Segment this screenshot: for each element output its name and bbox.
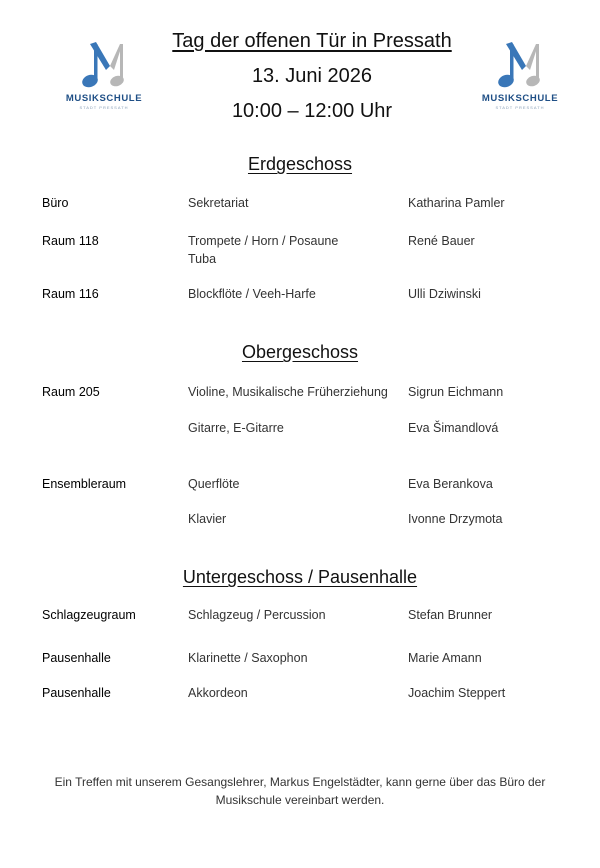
subject-label: Klavier — [188, 512, 227, 526]
subject-label: Violine, Musikalische Früherziehung — [188, 385, 388, 399]
page-title: Tag der offenen Tür in Pressath — [172, 30, 452, 52]
footer-line-2: Musikschule vereinbart werden. — [215, 793, 385, 807]
subject-label: Sekretariat — [188, 196, 249, 210]
teacher-name: Katharina Pamler — [408, 196, 505, 210]
footer-line-1: Ein Treffen mit unserem Gesangslehrer, Markus Engelstädter, kann gerne über das Büro der — [54, 775, 546, 789]
teacher-name: Ulli Dziwinski — [408, 287, 481, 301]
event-date: 13. Juni 2026 — [251, 65, 373, 87]
logo-tagline: STADT PRESSATH — [79, 105, 129, 110]
logo-text: MUSIKSCHULE — [65, 93, 143, 104]
section-title-erdgeschoss: Erdgeschoss — [247, 154, 353, 174]
teacher-name: René Bauer — [408, 234, 475, 248]
event-time: 10:00 – 12:00 Uhr — [231, 100, 393, 122]
subject-label: Querflöte — [188, 477, 240, 491]
teacher-name: Ivonne Drzymota — [408, 512, 503, 526]
subject-label: Trompete / Horn / Posaune — [188, 234, 339, 248]
music-note-logo-icon — [492, 40, 548, 92]
section-title-untergeschoss: Untergeschoss / Pausenhalle — [182, 567, 418, 587]
room-label: Büro — [42, 196, 69, 210]
subject-label: Akkordeon — [188, 686, 248, 700]
room-label: Ensembleraum — [42, 477, 127, 491]
teacher-name: Sigrun Eichmann — [408, 385, 504, 399]
logo-left — [58, 40, 150, 110]
logo-right — [474, 40, 566, 110]
subject-label: Klarinette / Saxophon — [188, 651, 308, 665]
room-label: Raum 205 — [42, 385, 100, 399]
logo-text: MUSIKSCHULE — [481, 93, 559, 104]
music-note-logo-icon — [76, 40, 132, 92]
room-label: Pausenhalle — [42, 651, 111, 665]
subject-label: Gitarre, E-Gitarre — [188, 421, 284, 435]
teacher-name: Marie Amann — [408, 651, 482, 665]
room-label: Pausenhalle — [42, 686, 111, 700]
subject-label-line2: Tuba — [188, 252, 217, 266]
header — [150, 28, 474, 124]
subject-label: Schlagzeug / Percussion — [188, 608, 326, 622]
room-label: Raum 118 — [42, 234, 99, 248]
teacher-name: Stefan Brunner — [408, 608, 493, 622]
footer-note — [20, 773, 580, 809]
room-label: Schlagzeugraum — [42, 608, 136, 622]
room-label: Raum 116 — [42, 287, 99, 301]
section-title-obergeschoss: Obergeschoss — [241, 342, 359, 362]
logo-tagline: STADT PRESSATH — [495, 105, 545, 110]
subject-label: Blockflöte / Veeh-Harfe — [188, 287, 316, 301]
teacher-name: Eva Berankova — [408, 477, 493, 491]
teacher-name: Eva Šimandlová — [408, 421, 499, 435]
teacher-name: Joachim Steppert — [408, 686, 506, 700]
